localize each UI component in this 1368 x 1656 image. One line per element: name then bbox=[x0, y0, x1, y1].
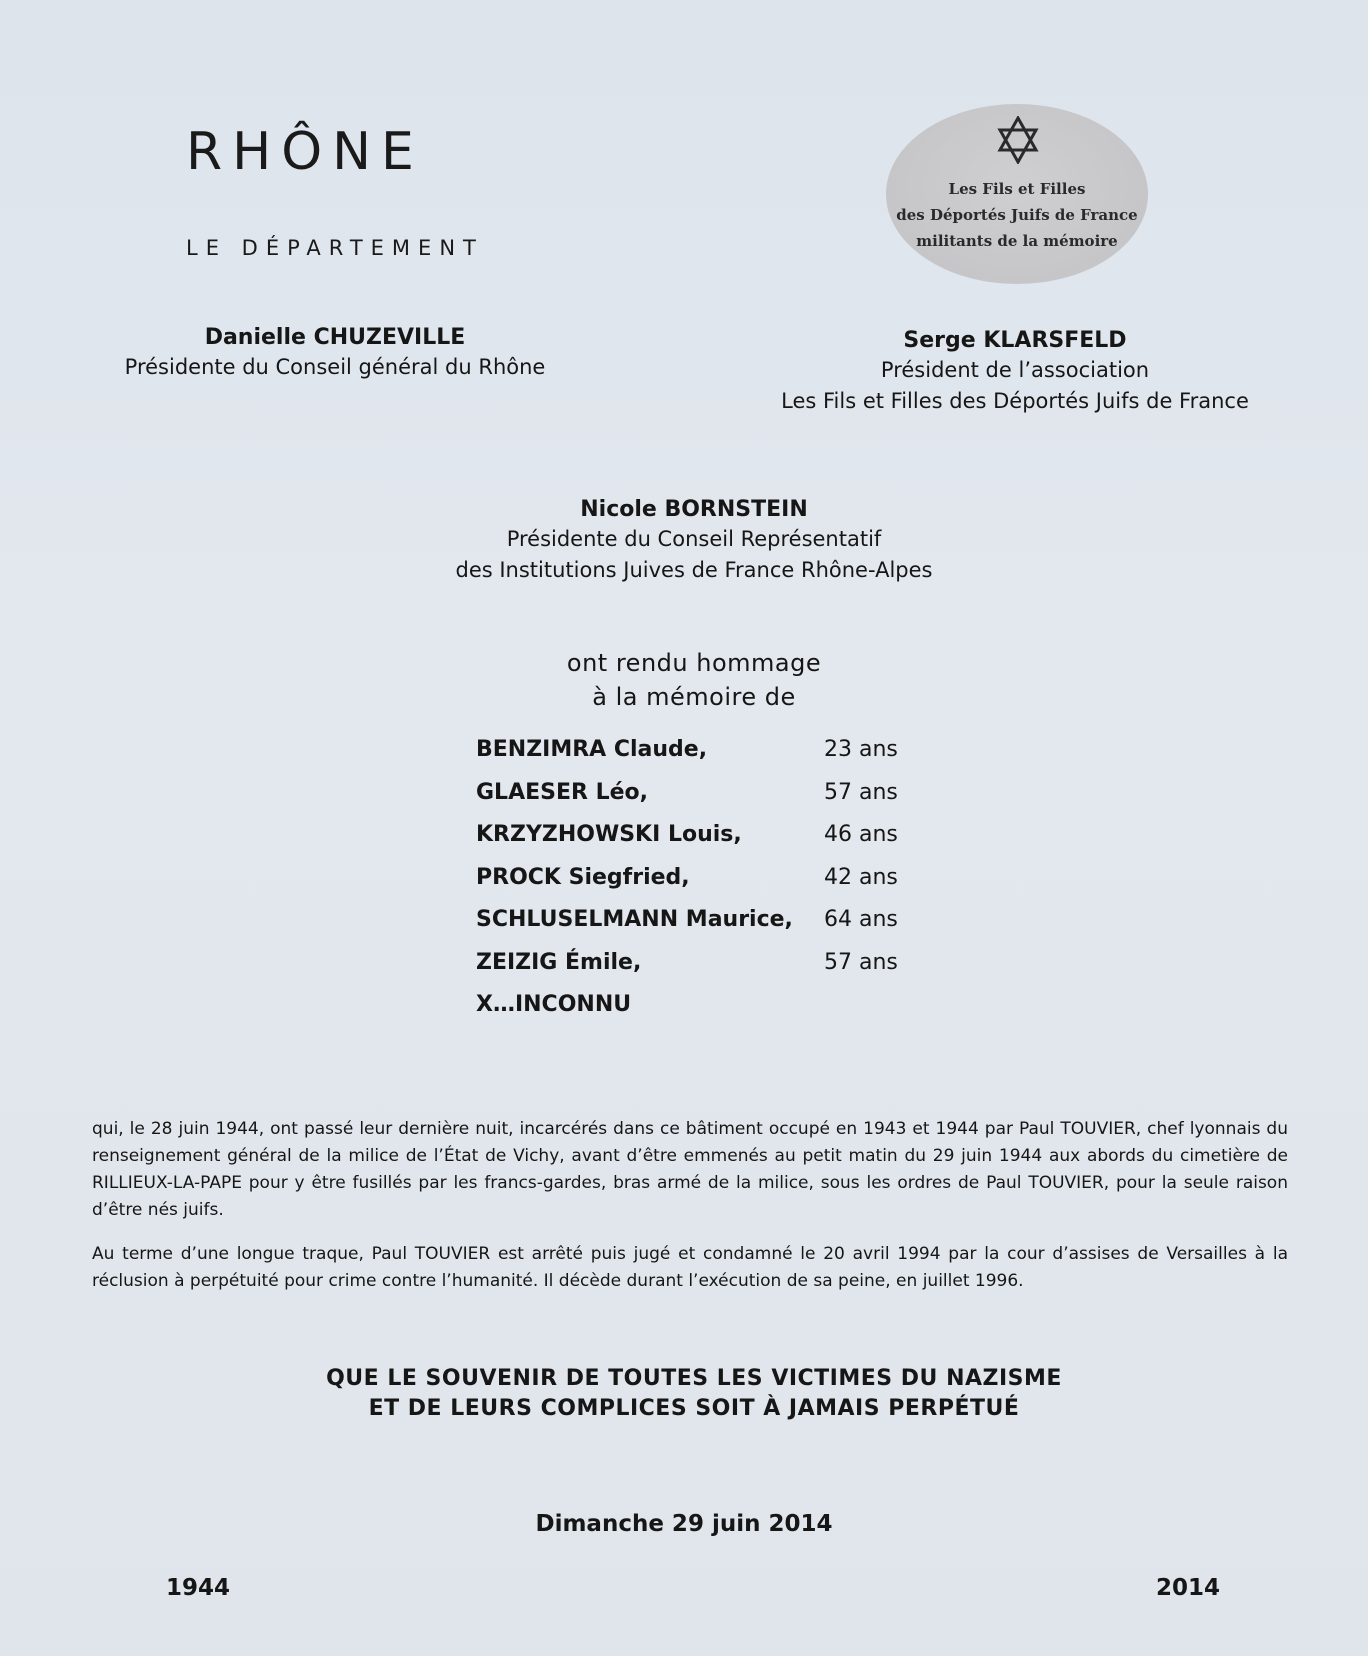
signatory-right bbox=[740, 328, 1290, 417]
rhone-logo-word: RHÔNE bbox=[186, 122, 424, 182]
victim-age: 57 ans bbox=[824, 949, 898, 975]
signatory-role: des Institutions Juives de France Rhône-Alpes bbox=[455, 558, 933, 582]
star-of-david-icon bbox=[997, 116, 1039, 164]
rhone-logo-subtitle: LE DÉPARTEMENT bbox=[186, 236, 484, 260]
victim-age: 42 ans bbox=[824, 864, 898, 890]
victim-name: BENZIMRA Claude, bbox=[476, 737, 708, 762]
signatory-name: Serge KLARSFELD bbox=[903, 328, 1127, 353]
signatory-center bbox=[394, 497, 994, 586]
year-end: 2014 bbox=[1156, 1575, 1221, 1601]
victim-name: GLAESER Léo, bbox=[476, 779, 649, 805]
tribute-text bbox=[494, 646, 894, 714]
victim-name: ZEIZIG Émile, bbox=[476, 949, 642, 975]
victim-name: KRZYZHOWSKI Louis, bbox=[476, 822, 742, 847]
body-paragraph: qui, le 28 juin 1944, ont passé leur dernière nuit, incarcérés dans ce bâtiment occupé en 1943 et 1944 par Paul TOUVIER, chef lyonnais du renseignement général de la milice de l’État de Vichy, avant d’être emmenés au petit matin du 29 juin 1944 aux abords du cimetière de RILLIEUX-LA-PAPE pour y être fusillés par les francs-gardes, bras armé de la milice, sous les ordres de Paul TOUVIER, pour la seule raison d’être nés juifs. bbox=[92, 1119, 1288, 1220]
victim-age: 23 ans bbox=[824, 737, 898, 762]
victim-age: 64 ans bbox=[824, 907, 898, 932]
badge-line: militants de la mémoire bbox=[916, 232, 1118, 250]
badge-line: des Déportés Juifs de France bbox=[896, 206, 1138, 224]
tribute-line: ont rendu hommage bbox=[566, 649, 822, 677]
badge-caption bbox=[886, 176, 1148, 254]
year-start: 1944 bbox=[166, 1575, 231, 1601]
victim-age: 57 ans bbox=[824, 779, 898, 805]
victim-name: SCHLUSELMANN Maurice, bbox=[476, 907, 793, 932]
signatory-role: Président de l’association bbox=[880, 358, 1150, 382]
signatory-role: Présidente du Conseil Représentatif bbox=[506, 527, 882, 551]
victim-name: X…INCONNU bbox=[476, 992, 632, 1017]
motto-line: ET DE LEURS COMPLICES SOIT À JAMAIS PERPÉTUÉ bbox=[368, 1396, 1020, 1421]
motto bbox=[234, 1364, 1154, 1424]
motto-line: QUE LE SOUVENIR DE TOUTES LES VICTIMES DU NAZISME bbox=[326, 1366, 1062, 1391]
signatory-role: Les Fils et Filles des Déportés Juifs de France bbox=[781, 389, 1249, 413]
victim-name: PROCK Siegfried, bbox=[476, 864, 690, 890]
badge-line: Les Fils et Filles bbox=[948, 180, 1086, 198]
signatory-name: Danielle CHUZEVILLE bbox=[204, 325, 466, 350]
ceremony-date: Dimanche 29 juin 2014 bbox=[535, 1511, 833, 1537]
signatory-name: Nicole BORNSTEIN bbox=[580, 497, 808, 522]
body-paragraph: Au terme d’une longue traque, Paul TOUVIER est arrêté puis jugé et condamné le 20 avril 1994 par la cour d’assises de Versailles à la réclusion à perpétuité pour crime contre l’humanité. Il décède durant l’exécution de sa peine, en juillet 1996. bbox=[92, 1244, 1288, 1291]
tribute-line: à la mémoire de bbox=[592, 683, 796, 711]
signatory-role: Présidente du Conseil général du Rhône bbox=[124, 355, 546, 379]
signatory-left bbox=[90, 325, 580, 383]
victim-age: 46 ans bbox=[824, 822, 898, 847]
